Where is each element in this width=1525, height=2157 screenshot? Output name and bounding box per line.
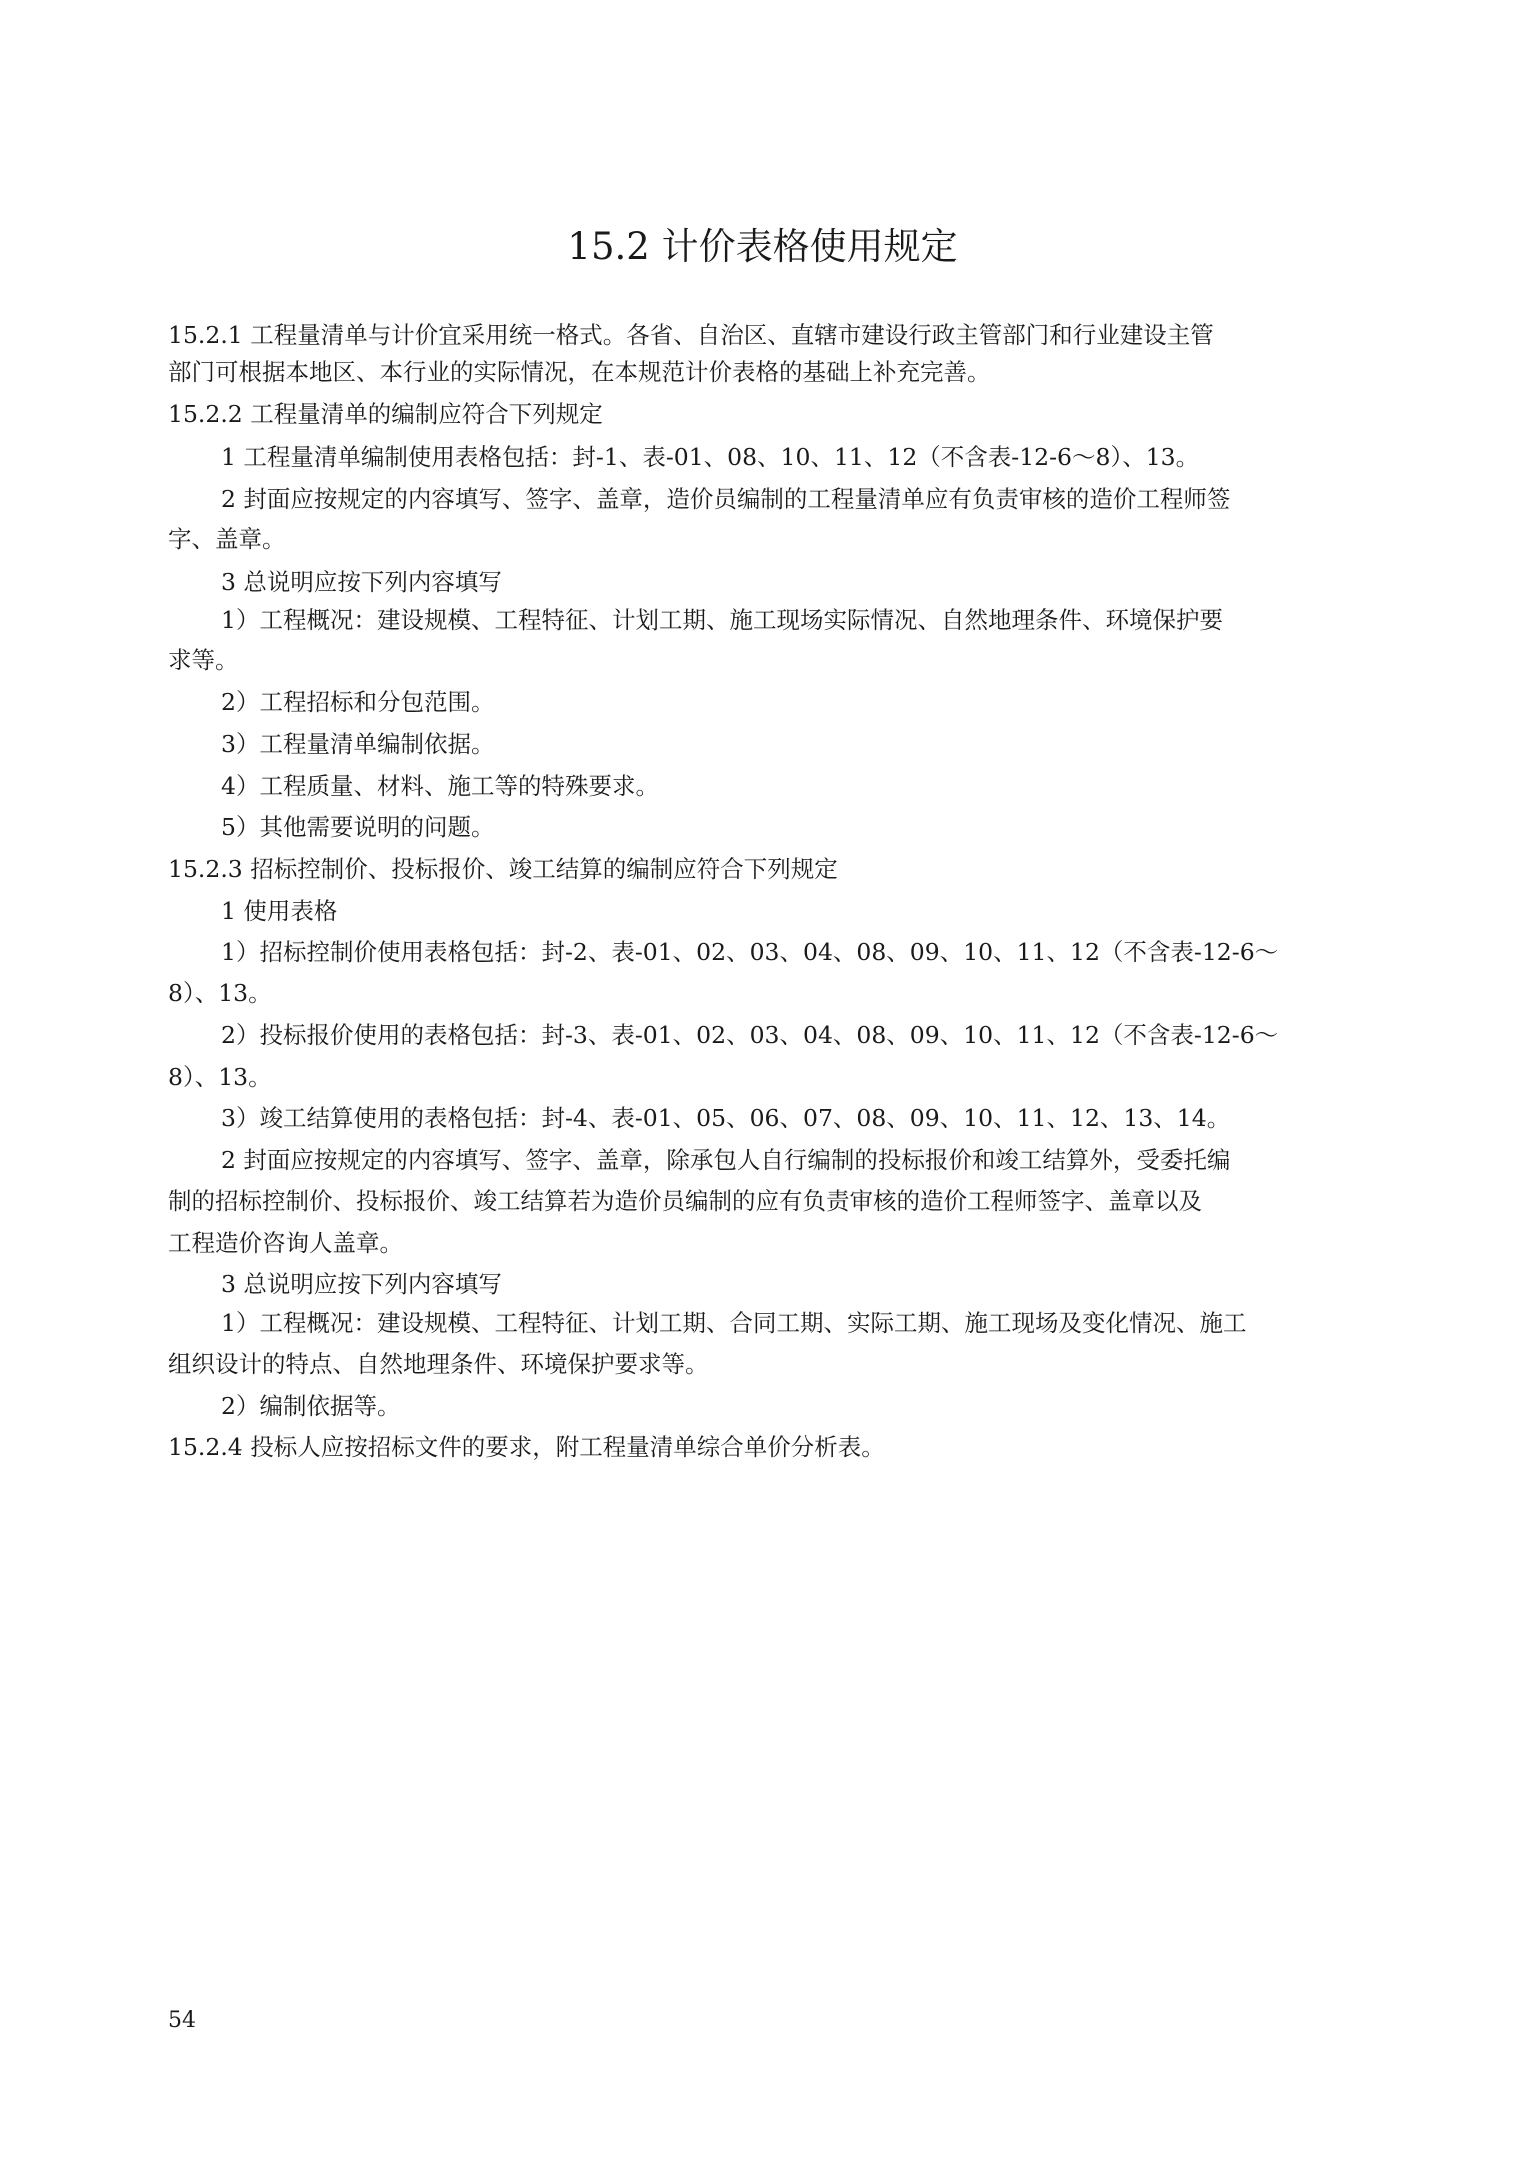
bid-price-line-2: 8）、13。 <box>168 1063 272 1091</box>
basis-line: 2）编制依据等。 <box>221 1392 401 1420</box>
tender-control-line-2: 8）、13。 <box>168 979 272 1007</box>
sub-item-1-line-1: 1）工程概况：建设规模、工程特征、计划工期、施工现场实际情况、自然地理条件、环境保护要 <box>221 606 1223 634</box>
clause-15-2-4: 15.2.4 投标人应按招标文件的要求，附工程量清单综合单价分析表。 <box>168 1433 885 1461</box>
cover-rule-line-1: 2 封面应按规定的内容填写、签字、盖章，除承包人自行编制的投标报价和竣工结算外，受委托编 <box>221 1146 1231 1174</box>
sub-item-1-line-2: 求等。 <box>168 646 239 674</box>
item-3-heading: 3 总说明应按下列内容填写 <box>221 568 502 596</box>
tender-control-line-1: 1）招标控制价使用表格包括：封-2、表-01、02、03、04、08、09、10、11、12（不含表-12-6～ <box>221 938 1279 966</box>
item-2-line-1: 2 封面应按规定的内容填写、签字、盖章，造价员编制的工程量清单应有负责审核的造价工程师签 <box>221 485 1231 513</box>
final-settlement-line: 3）竣工结算使用的表格包括：封-4、表-01、05、06、07、08、09、10、11、12、13、14。 <box>221 1104 1231 1132</box>
general-notes-heading: 3 总说明应按下列内容填写 <box>221 1270 502 1298</box>
clause-15-2-1-line-1: 15.2.1 工程量清单与计价宜采用统一格式。各省、自治区、直辖市建设行政主管部门和行业建设主管 <box>168 321 1214 349</box>
page-number: 54 <box>168 2008 196 2033</box>
overview-line-2: 组织设计的特点、自然地理条件、环境保护要求等。 <box>168 1350 709 1378</box>
clause-15-2-3-heading: 15.2.3 招标控制价、投标报价、竣工结算的编制应符合下列规定 <box>168 855 838 883</box>
overview-line-1: 1）工程概况：建设规模、工程特征、计划工期、合同工期、实际工期、施工现场及变化情况、施工 <box>221 1309 1247 1337</box>
item-2-line-2: 字、盖章。 <box>168 525 286 553</box>
item-1-heading: 1 使用表格 <box>221 897 338 925</box>
sub-item-2: 2）工程招标和分包范围。 <box>221 688 495 716</box>
sub-item-4: 4）工程质量、材料、施工等的特殊要求。 <box>221 772 659 800</box>
item-1-line-1: 1 工程量清单编制使用表格包括：封-1、表-01、08、10、11、12（不含表-12-6～8）、13。 <box>221 443 1200 471</box>
cover-rule-line-2: 制的招标控制价、投标报价、竣工结算若为造价员编制的应有负责审核的造价工程师签字、盖章以及 <box>168 1187 1202 1215</box>
sub-item-5: 5）其他需要说明的问题。 <box>221 813 495 841</box>
bid-price-line-1: 2）投标报价使用的表格包括：封-3、表-01、02、03、04、08、09、10、11、12（不含表-12-6～ <box>221 1021 1279 1049</box>
clause-15-2-1-line-2: 部门可根据本地区、本行业的实际情况，在本规范计价表格的基础上补充完善。 <box>168 358 991 386</box>
clause-15-2-2-heading: 15.2.2 工程量清单的编制应符合下列规定 <box>168 400 603 428</box>
cover-rule-line-3: 工程造价咨询人盖章。 <box>168 1229 403 1257</box>
sub-item-3: 3）工程量清单编制依据。 <box>221 730 495 758</box>
section-title: 15.2 计价表格使用规定 <box>567 225 958 268</box>
